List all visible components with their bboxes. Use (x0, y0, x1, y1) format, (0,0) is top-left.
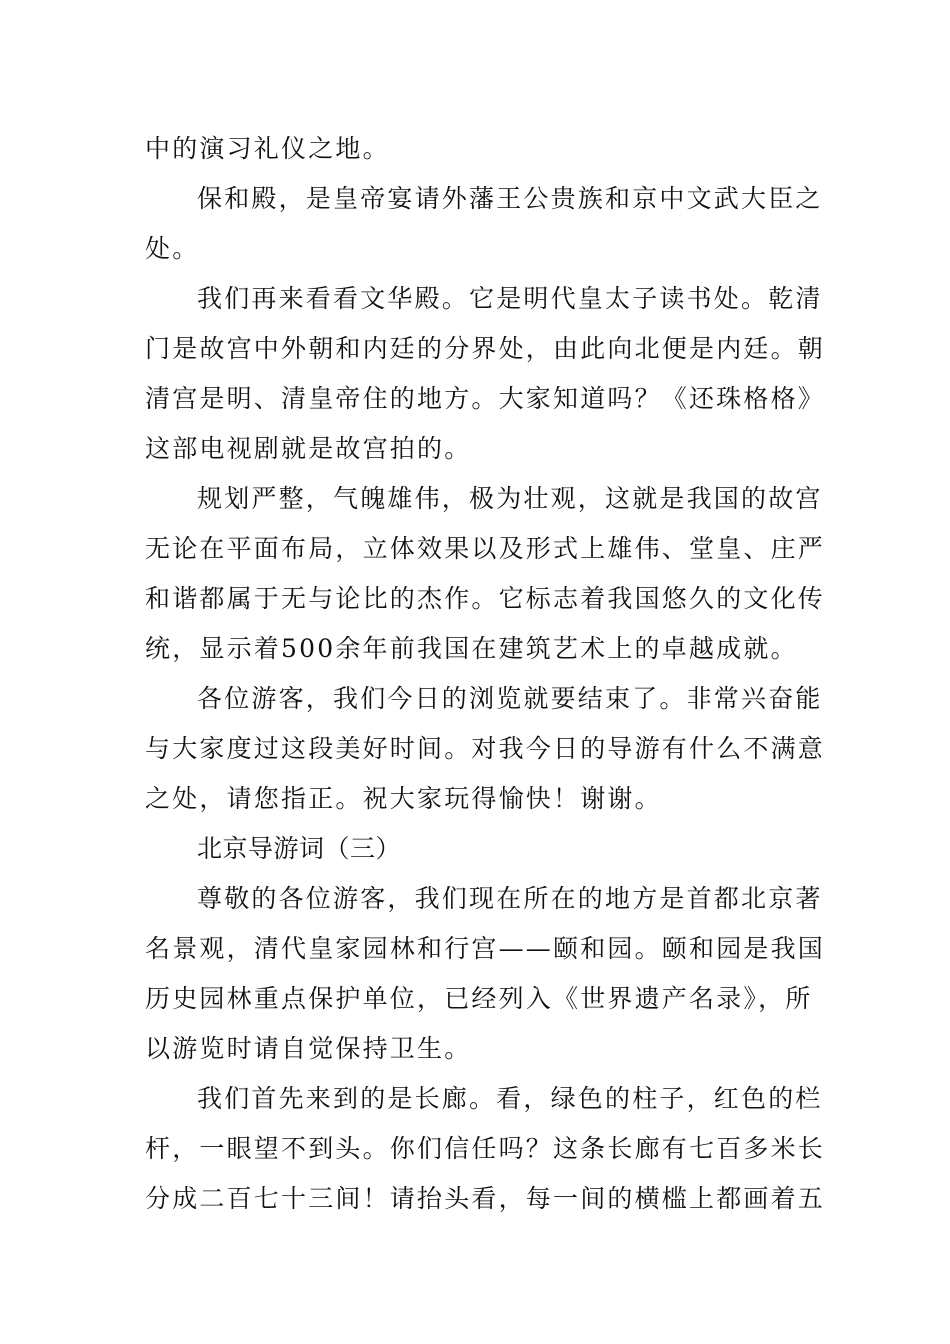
text-line: 以游览时请自觉保持卫生。 (145, 1034, 472, 1063)
text-line: 门是故宫中外朝和内廷的分界处，由此向北便是内廷。朝 (145, 334, 826, 363)
text-line: 清宫是明、清皇帝住的地方。大家知道吗？《还珠格格》 (145, 384, 826, 413)
text-line: 杆，一眼望不到头。你们信任吗？这条长廊有七百多米长 (145, 1134, 826, 1163)
paragraph-start-line: 保和殿，是皇帝宴请外藩王公贵族和京中文武大臣之 (197, 184, 823, 213)
text-line: 分成二百七十三间！请抬头看，每一间的横槛上都画着五 (145, 1184, 826, 1213)
text-line: 这部电视剧就是故宫拍的。 (145, 434, 472, 463)
paragraph-start-line: 规划严整，气魄雄伟，极为壮观，这就是我国的故宫 (197, 484, 823, 513)
section-heading: 北京导游词（三） (197, 834, 402, 863)
paragraph-start-line: 各位游客，我们今日的浏览就要结束了。非常兴奋能 (197, 684, 823, 713)
paragraph-start-line: 尊敬的各位游客，我们现在所在的地方是首都北京著 (197, 884, 823, 913)
paragraph-start-line: 我们再来看看文华殿。它是明代皇太子读书处。乾清 (197, 284, 823, 313)
text-line: 统，显示着500余年前我国在建筑艺术上的卓越成就。 (145, 634, 798, 663)
text-line: 之处，请您指正。祝大家玩得愉快！谢谢。 (145, 784, 662, 813)
text-line: 处。 (145, 234, 200, 263)
paragraph-start-line: 我们首先来到的是长廊。看，绿色的柱子，红色的栏 (197, 1084, 823, 1113)
text-line: 与大家度过这段美好时间。对我今日的导游有什么不满意 (145, 734, 826, 763)
text-line: 中的演习礼仪之地。 (145, 134, 390, 163)
text-line: 历史园林重点保护单位，已经列入《世界遗产名录》，所 (145, 984, 813, 1013)
text-line: 和谐都属于无与论比的杰作。它标志着我国悠久的文化传 (145, 584, 826, 613)
text-line: 名景观，清代皇家园林和行宫——颐和园。颐和园是我国 (145, 934, 826, 963)
document-page (145, 124, 826, 1224)
text-line: 无论在平面布局，立体效果以及形式上雄伟、堂皇、庄严 (145, 534, 826, 563)
